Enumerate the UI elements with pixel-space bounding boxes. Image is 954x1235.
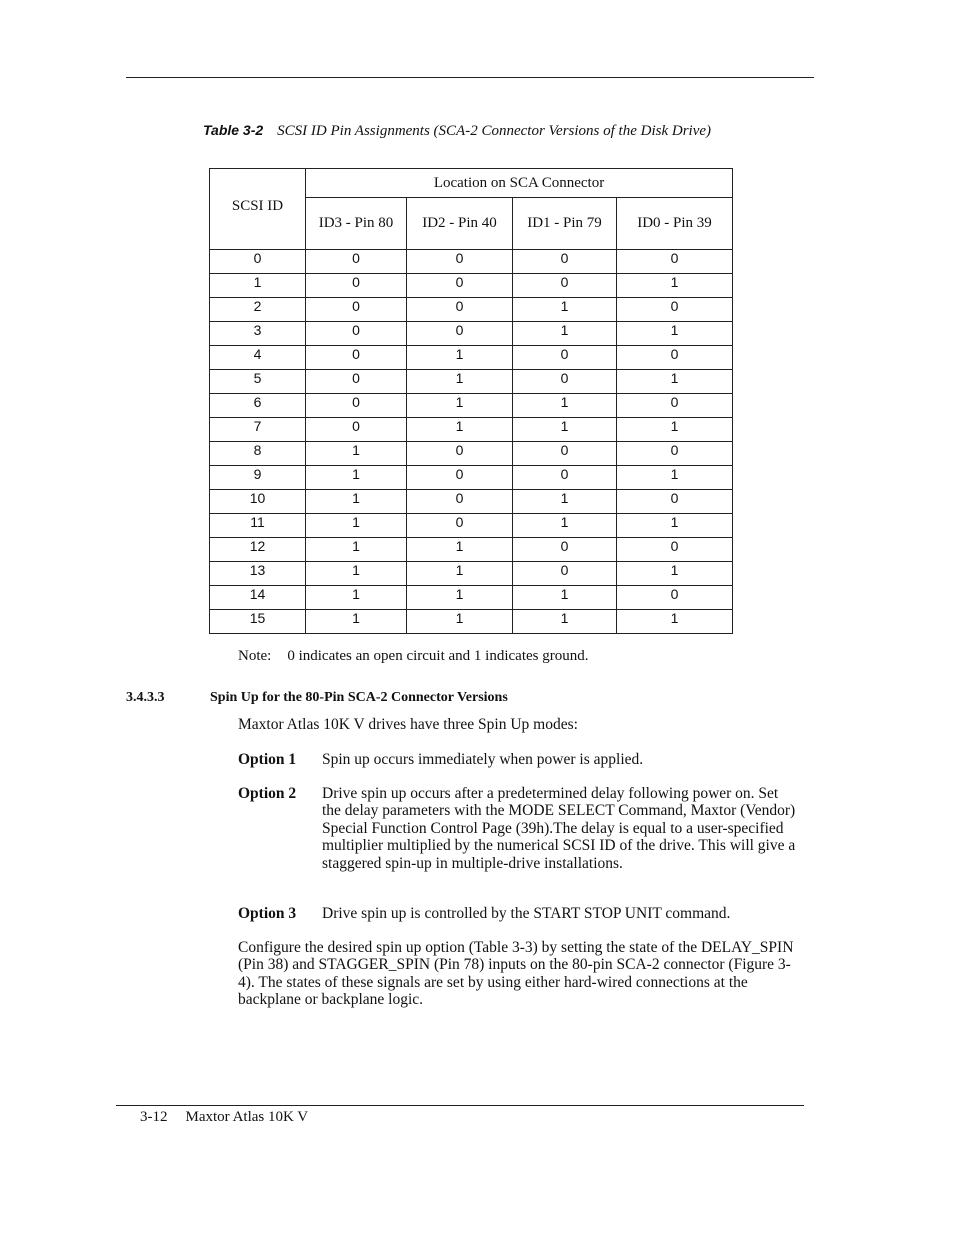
cell-pin-value: 1 bbox=[306, 586, 407, 610]
cell-pin-value: 0 bbox=[617, 250, 733, 274]
cell-pin-value: 1 bbox=[407, 538, 513, 562]
table-note bbox=[238, 648, 589, 665]
cell-scsi-id: 13 bbox=[210, 562, 306, 586]
option-label: Option 3 bbox=[238, 905, 297, 922]
header-id2: ID2 - Pin 40 bbox=[407, 198, 513, 250]
cell-pin-value: 1 bbox=[513, 322, 617, 346]
header-id0: ID0 - Pin 39 bbox=[617, 198, 733, 250]
cell-scsi-id: 11 bbox=[210, 514, 306, 538]
table-row bbox=[210, 466, 733, 490]
cell-pin-value: 1 bbox=[407, 610, 513, 634]
table-row bbox=[210, 346, 733, 370]
cell-pin-value: 0 bbox=[617, 490, 733, 514]
cell-pin-value: 1 bbox=[407, 418, 513, 442]
note-label: Note: bbox=[238, 648, 272, 664]
table-row bbox=[210, 418, 733, 442]
cell-scsi-id: 7 bbox=[210, 418, 306, 442]
bottom-rule bbox=[116, 1105, 804, 1106]
table-caption bbox=[203, 122, 711, 140]
cell-pin-value: 0 bbox=[306, 298, 407, 322]
cell-pin-value: 0 bbox=[617, 442, 733, 466]
cell-pin-value: 1 bbox=[513, 610, 617, 634]
table-row bbox=[210, 442, 733, 466]
table-row bbox=[210, 562, 733, 586]
cell-scsi-id: 14 bbox=[210, 586, 306, 610]
scsi-id-pin-table bbox=[209, 168, 733, 634]
cell-pin-value: 1 bbox=[617, 274, 733, 298]
table-row bbox=[210, 370, 733, 394]
cell-pin-value: 0 bbox=[407, 250, 513, 274]
cell-pin-value: 0 bbox=[513, 466, 617, 490]
cell-pin-value: 1 bbox=[617, 322, 733, 346]
cell-pin-value: 1 bbox=[513, 298, 617, 322]
cell-pin-value: 0 bbox=[513, 538, 617, 562]
table-row bbox=[210, 490, 733, 514]
cell-pin-value: 1 bbox=[306, 538, 407, 562]
cell-pin-value: 0 bbox=[407, 274, 513, 298]
cell-pin-value: 1 bbox=[513, 514, 617, 538]
option-text: Drive spin up is controlled by the START STOP UNIT command. bbox=[322, 905, 731, 922]
cell-pin-value: 1 bbox=[513, 586, 617, 610]
cell-pin-value: 0 bbox=[617, 586, 733, 610]
top-rule bbox=[126, 77, 814, 78]
cell-pin-value: 1 bbox=[513, 418, 617, 442]
cell-pin-value: 0 bbox=[617, 394, 733, 418]
option-label: Option 2 bbox=[238, 785, 297, 802]
cell-pin-value: 0 bbox=[306, 274, 407, 298]
cell-scsi-id: 1 bbox=[210, 274, 306, 298]
cell-pin-value: 0 bbox=[306, 250, 407, 274]
cell-pin-value: 1 bbox=[513, 394, 617, 418]
cell-pin-value: 0 bbox=[407, 514, 513, 538]
table-row bbox=[210, 298, 733, 322]
cell-pin-value: 1 bbox=[617, 514, 733, 538]
cell-scsi-id: 0 bbox=[210, 250, 306, 274]
cell-scsi-id: 8 bbox=[210, 442, 306, 466]
cell-scsi-id: 9 bbox=[210, 466, 306, 490]
table-row bbox=[210, 586, 733, 610]
cell-scsi-id: 15 bbox=[210, 610, 306, 634]
cell-pin-value: 0 bbox=[306, 418, 407, 442]
cell-scsi-id: 10 bbox=[210, 490, 306, 514]
table-row bbox=[210, 322, 733, 346]
cell-pin-value: 1 bbox=[617, 370, 733, 394]
section-number: 3.4.3.3 bbox=[126, 690, 165, 705]
section-heading bbox=[126, 690, 508, 706]
cell-pin-value: 1 bbox=[407, 394, 513, 418]
cell-pin-value: 0 bbox=[513, 346, 617, 370]
cell-pin-value: 0 bbox=[407, 298, 513, 322]
table-row bbox=[210, 514, 733, 538]
cell-pin-value: 0 bbox=[306, 322, 407, 346]
cell-pin-value: 1 bbox=[306, 514, 407, 538]
cell-pin-value: 1 bbox=[407, 586, 513, 610]
cell-scsi-id: 3 bbox=[210, 322, 306, 346]
intro-text: Maxtor Atlas 10K V drives have three Spin Up modes: bbox=[238, 716, 578, 733]
table-row bbox=[210, 610, 733, 634]
cell-pin-value: 0 bbox=[407, 466, 513, 490]
cell-pin-value: 1 bbox=[306, 562, 407, 586]
footer-product: Maxtor Atlas 10K V bbox=[185, 1109, 309, 1125]
section-title: Spin Up for the 80-Pin SCA-2 Connector Versions bbox=[210, 690, 508, 705]
cell-pin-value: 0 bbox=[513, 250, 617, 274]
cell-scsi-id: 4 bbox=[210, 346, 306, 370]
cell-pin-value: 1 bbox=[407, 346, 513, 370]
cell-pin-value: 1 bbox=[513, 490, 617, 514]
header-location-group: Location on SCA Connector bbox=[306, 169, 733, 198]
table-row bbox=[210, 538, 733, 562]
header-id1: ID1 - Pin 79 bbox=[513, 198, 617, 250]
option-label: Option 1 bbox=[238, 751, 297, 768]
cell-pin-value: 1 bbox=[306, 442, 407, 466]
cell-pin-value: 0 bbox=[306, 394, 407, 418]
cell-pin-value: 1 bbox=[407, 562, 513, 586]
cell-pin-value: 0 bbox=[513, 370, 617, 394]
table-row bbox=[210, 274, 733, 298]
table-caption-title: SCSI ID Pin Assignments (SCA-2 Connector Versions of the Disk Drive) bbox=[277, 123, 712, 139]
cell-pin-value: 0 bbox=[306, 346, 407, 370]
note-text: 0 indicates an open circuit and 1 indicates ground. bbox=[287, 648, 589, 664]
page-footer bbox=[140, 1109, 308, 1126]
cell-pin-value: 0 bbox=[617, 538, 733, 562]
cell-pin-value: 1 bbox=[306, 490, 407, 514]
cell-pin-value: 0 bbox=[513, 562, 617, 586]
cell-pin-value: 1 bbox=[306, 610, 407, 634]
cell-pin-value: 0 bbox=[617, 346, 733, 370]
cell-scsi-id: 5 bbox=[210, 370, 306, 394]
cell-pin-value: 0 bbox=[617, 298, 733, 322]
cell-pin-value: 1 bbox=[306, 466, 407, 490]
cell-pin-value: 1 bbox=[617, 562, 733, 586]
header-scsi-id: SCSI ID bbox=[210, 169, 306, 250]
cell-scsi-id: 6 bbox=[210, 394, 306, 418]
page-number: 3-12 bbox=[140, 1109, 168, 1125]
cell-pin-value: 1 bbox=[617, 610, 733, 634]
cell-pin-value: 0 bbox=[407, 490, 513, 514]
cell-pin-value: 0 bbox=[306, 370, 407, 394]
cell-pin-value: 0 bbox=[513, 442, 617, 466]
header-id3: ID3 - Pin 80 bbox=[306, 198, 407, 250]
cell-pin-value: 1 bbox=[617, 466, 733, 490]
option-text: Drive spin up occurs after a predetermined delay following power on. Set the delay parameters with the MODE SELECT Command, Maxtor (Vendor) Special Function Control Page (39h).The delay is equal to a user-specified multiplier multiplied by the numerical SCSI ID of the drive. This will give a staggered spin-up in multiple-drive installations. bbox=[322, 785, 796, 872]
table-caption-label: Table 3-2 bbox=[203, 122, 264, 138]
table-row bbox=[210, 394, 733, 418]
cell-scsi-id: 12 bbox=[210, 538, 306, 562]
body-paragraph: Configure the desired spin up option (Table 3-3) by setting the state of the DELAY_SPIN (Pin 38) and STAGGER_SPIN (Pin 78) inputs on the 80-pin SCA-2 connector (Figure 3-4). The states of these signals are set by using either hard-wired connections at the backplane or backplane logic. bbox=[238, 939, 794, 1009]
table-body bbox=[210, 250, 733, 634]
cell-pin-value: 0 bbox=[407, 442, 513, 466]
table-row bbox=[210, 250, 733, 274]
cell-pin-value: 0 bbox=[513, 274, 617, 298]
option-text: Spin up occurs immediately when power is applied. bbox=[322, 751, 644, 768]
cell-pin-value: 0 bbox=[407, 322, 513, 346]
cell-pin-value: 1 bbox=[617, 418, 733, 442]
cell-scsi-id: 2 bbox=[210, 298, 306, 322]
cell-pin-value: 1 bbox=[407, 370, 513, 394]
